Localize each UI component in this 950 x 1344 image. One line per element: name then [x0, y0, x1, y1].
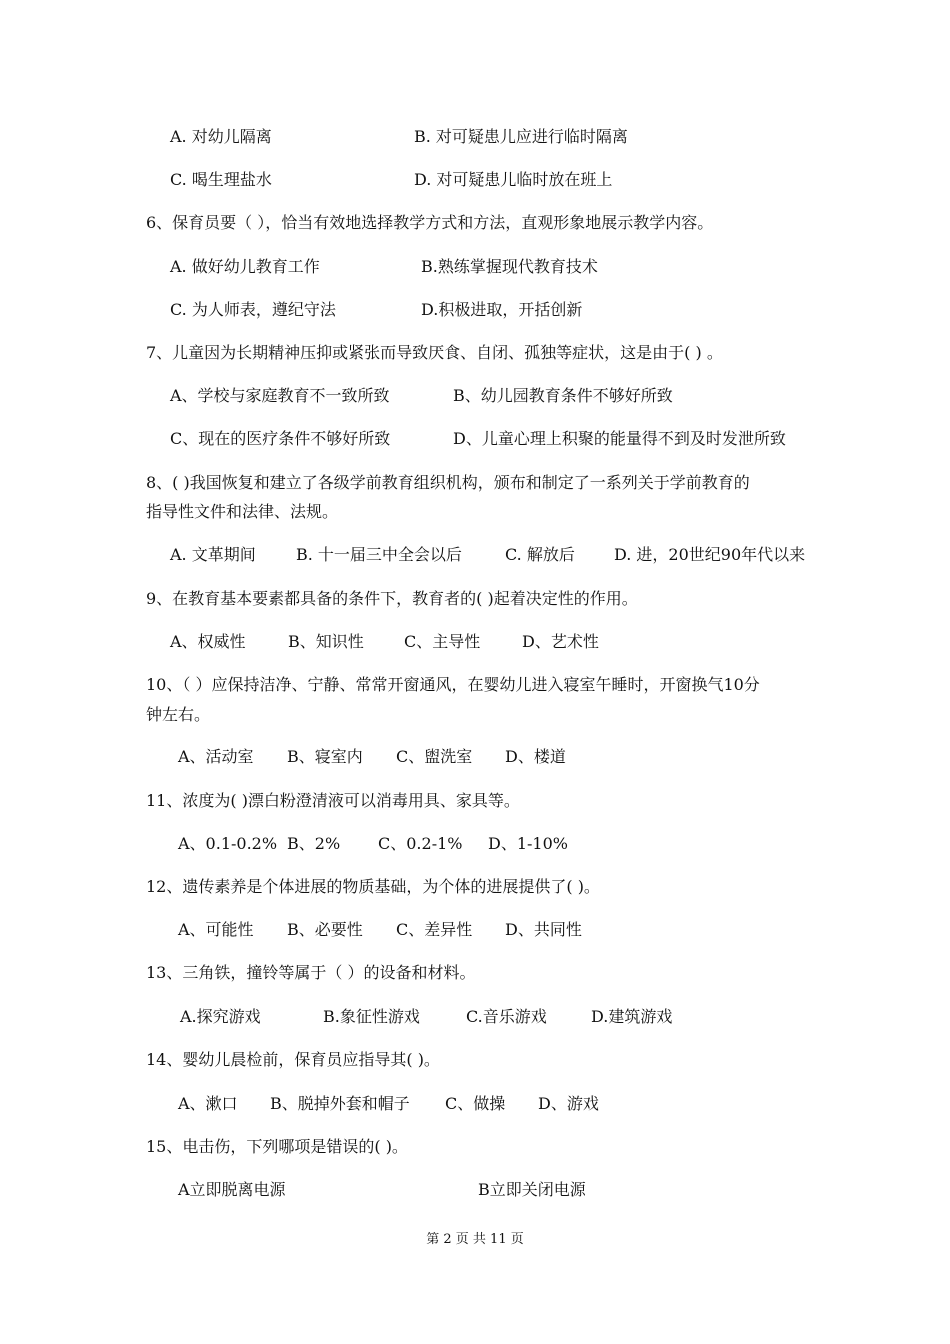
question-6-stem: 6、保育员要（ ），恰当有效地选择教学方式和方法，直观形象地展示教学内容。	[146, 213, 714, 232]
option-b: B. 对可疑患儿应进行临时隔离	[414, 127, 628, 146]
q6-option-c: C. 为人师表，遵纪守法	[170, 300, 336, 319]
question-12-stem: 12、遗传素养是个体进展的物质基础，为个体的进展提供了( )。	[146, 877, 600, 896]
q12-option-c: C、差异性	[396, 920, 473, 939]
q14-option-d: D、游戏	[538, 1094, 599, 1113]
q14-option-c: C、做操	[445, 1094, 506, 1113]
q10-option-c: C、盥洗室	[396, 747, 473, 766]
q9-option-d: D、艺术性	[522, 632, 599, 651]
question-10-stem: 10、（ ）应保持洁净、宁静、常常开窗通风，在婴幼儿进入寝室午睡时，开窗换气10分	[146, 675, 760, 694]
q7-option-c: C、现在的医疗条件不够好所致	[170, 429, 391, 448]
option-d: D. 对可疑患儿临时放在班上	[414, 170, 613, 189]
q8-option-d: D. 进，20世纪90年代以来	[614, 545, 806, 564]
q10-option-b: B、寝室内	[287, 747, 363, 766]
q12-option-d: D、共同性	[505, 920, 582, 939]
q7-option-a: A、学校与家庭教育不一致所致	[170, 386, 390, 405]
q8-option-c: C. 解放后	[505, 545, 575, 564]
option-a: A. 对幼儿隔离	[170, 127, 272, 146]
question-13-stem: 13、三角铁，撞铃等属于（ ）的设备和材料。	[146, 963, 476, 982]
q7-option-b: B、幼儿园教育条件不够好所致	[453, 386, 673, 405]
q12-option-a: A、可能性	[178, 920, 254, 939]
q15-option-b: B立即关闭电源	[478, 1180, 586, 1199]
question-7-stem: 7、儿童因为长期精神压抑或紧张而导致厌食、自闭、孤独等症状，这是由于( ) 。	[146, 343, 723, 362]
q13-option-d: D.建筑游戏	[591, 1007, 673, 1026]
q13-option-c: C.音乐游戏	[466, 1007, 547, 1026]
q6-option-b: B.熟练掌握现代教育技术	[421, 257, 598, 276]
q15-option-a: A立即脱离电源	[178, 1180, 286, 1199]
q11-option-d: D、1-10%	[488, 834, 568, 853]
q6-option-a: A. 做好幼儿教育工作	[170, 257, 320, 276]
q10-option-d: D、楼道	[505, 747, 566, 766]
question-10-stem-cont: 钟左右。	[146, 705, 211, 724]
question-8-stem-cont: 指导性文件和法律、法规。	[146, 502, 339, 521]
q11-option-b: B、2%	[287, 834, 341, 853]
q8-option-b: B. 十一届三中全会以后	[296, 545, 462, 564]
q8-option-a: A. 文革期间	[170, 545, 256, 564]
question-9-stem: 9、在教育基本要素都具备的条件下，教育者的( )起着决定性的作用。	[146, 589, 638, 608]
question-14-stem: 14、婴幼儿晨检前，保育员应指导其( )。	[146, 1050, 440, 1069]
q12-option-b: B、必要性	[287, 920, 363, 939]
page-footer: 第 2 页 共 11 页	[426, 1232, 524, 1247]
question-11-stem: 11、浓度为( )漂白粉澄清液可以消毒用具、家具等。	[146, 791, 520, 810]
q9-option-b: B、知识性	[288, 632, 364, 651]
q7-option-d: D、儿童心理上积聚的能量得不到及时发泄所致	[453, 429, 786, 448]
question-8-stem: 8、( )我国恢复和建立了各级学前教育组织机构，颁布和制定了一系列关于学前教育的	[146, 473, 750, 492]
option-c: C. 喝生理盐水	[170, 170, 272, 189]
question-15-stem: 15、电击伤，下列哪项是错误的( )。	[146, 1137, 408, 1156]
q13-option-a: A.探究游戏	[180, 1007, 261, 1026]
q13-option-b: B.象征性游戏	[323, 1007, 420, 1026]
q11-option-a: A、0.1-0.2%	[178, 834, 278, 853]
q14-option-b: B、脱掉外套和帽子	[270, 1094, 410, 1113]
q14-option-a: A、漱口	[178, 1094, 238, 1113]
q10-option-a: A、活动室	[178, 747, 254, 766]
q6-option-d: D.积极进取，开括创新	[421, 300, 583, 319]
q11-option-c: C、0.2-1%	[378, 834, 463, 853]
q9-option-c: C、主导性	[404, 632, 481, 651]
q9-option-a: A、权威性	[170, 632, 246, 651]
